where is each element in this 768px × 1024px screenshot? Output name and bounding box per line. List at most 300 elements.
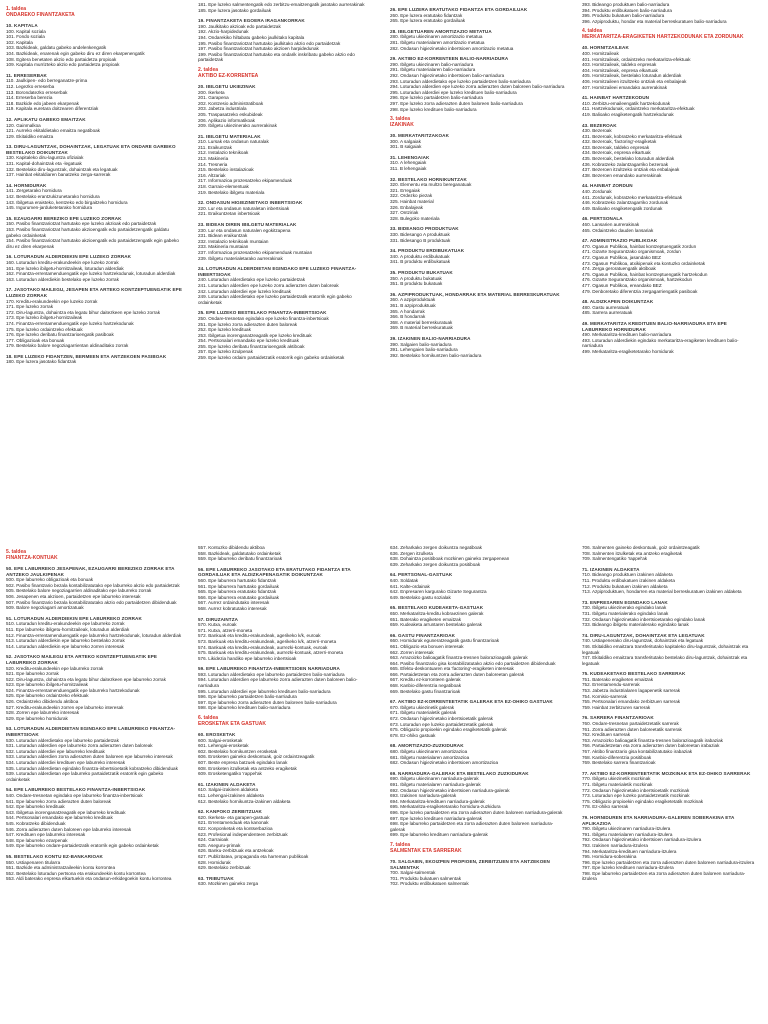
subgroup-heading: 76. SARRERA FINANTZARIOAK	[582, 715, 654, 721]
account-line: 437. Bezeroen itzultzeko ontziak eta enbalajeak	[582, 167, 680, 173]
account-line: 533. Loturadun alderdien zorra adierazten duten baloreen epe laburreko interesak	[6, 754, 173, 760]
account-line: 548. Epe laburreko ezarpenak	[6, 837, 68, 843]
account-line: 233. Makineria muntaian	[198, 244, 249, 250]
subgroup-heading: 23. BIDEAN DIREN IBILGETU MATERIALAK	[198, 222, 297, 227]
account-line: 250. Ondare-tresnetan egindako epe luzeko finantza-inbertsioak	[198, 315, 329, 321]
account-line: 170. Kreditu-erakundeekin epe luzeko zorrak	[6, 298, 98, 304]
account-line: 660. Hornidurak eguneratzeagatik gastu finantzarioak	[390, 638, 500, 644]
subgroup-heading: 75. KUDEAKETAKO BESTELAKO SARRERAK	[582, 671, 686, 677]
account-line: 320. Elementu eta multzo bereganatuak	[390, 182, 472, 188]
account-line: 559. Epe laburreko deribatu finantzarioak	[198, 556, 283, 562]
account-line: 546. Zorra adierazten duten baloreen epe laburreko interesak	[6, 826, 132, 832]
account-line: 527. Kreditu-erakundeekin zorren epe laburreko interesak	[6, 704, 124, 710]
subgroup-heading: 70. SALGAIEN, EKOIZPEN PROPIOEN, ZERBITZUEN ETA ANTZEKOEN SALMENTAK	[390, 858, 550, 870]
account-line: 401. Hornitzaileak, ordaintzeko merkataritza-efektuak	[582, 56, 691, 62]
account-line: 608. Erosketen itzulketak eta antzeko eragiketak	[198, 765, 297, 771]
account-line: 649. Bestelako gastu sozialak	[390, 594, 451, 600]
account-line: 775. Obligazio propioekin egindako eragiketetatik mozkinak	[582, 798, 704, 804]
account-line: 471. Gizarte Segurantzako organismoak, zordun	[582, 249, 681, 255]
account-line: 435. Bezeroak, bestelako loturadun alderdiak	[582, 156, 675, 162]
account-line: 682. Ondasun higiezinetako inbertsioen amortizazioa	[390, 760, 499, 766]
account-line: 297. Epe luzeko zorra adierazten duten baloreen balio-narriadura	[390, 100, 523, 106]
account-line: 328. Bulegoko materiala	[390, 215, 440, 221]
account-line: 671. Ibilgetu materialetik galerak	[390, 710, 457, 716]
account-line: 762. Kredituen sarrerak	[582, 732, 631, 738]
account-line: 219. Bestelako ibilgetu materiala	[198, 189, 265, 195]
account-line: 440. Zordunak	[582, 189, 612, 195]
subgroup-heading: 10. KAPITALA	[6, 23, 38, 28]
subgroup-heading: 68. AMORTIZAZIO-ZUZKIDURAK	[390, 743, 464, 749]
account-line: 251. Epe luzeko zorra adierazten duten baloreak	[198, 321, 298, 327]
account-line: 215. Bestelako instalazioak	[198, 167, 254, 173]
account-line: 294. Loturadun alderdien epe luzeko zorra adierazten duten baloreen balio-narriadura	[390, 84, 565, 90]
account-line: 506. Jesapenen eta akzioen, partaidetzen epe laburreko interesak	[6, 593, 141, 599]
account-line: 712. Produktu bukatuen izakinen aldaketa	[582, 583, 668, 589]
account-line: 524. Finantza-errentamenduengatik epe laburreko hartzekodunak	[6, 687, 140, 693]
subgroup-heading: 32. BESTELAKO HORNIKUNTZAK	[390, 176, 467, 182]
account-line: 290. Ibilgetu ukiezinaren balio-narriadura	[390, 61, 474, 67]
subgroup-heading: 56. EPE LABURREKO JASOTAKO ETA ERATUTAKO FIDANTZA ETA GORDAILUAK ETA ALDIZKAPENAGATIK DOIKUNTZAK	[198, 566, 351, 578]
account-line: 176. Epe luzeko deribatu finantzarioengatik pasiboak	[6, 332, 114, 338]
account-line: 202. Kontzesio administratiboak	[198, 100, 264, 106]
account-line: 665. Efektu-deskontuaren eta 'factoring'-eragiketen interesak	[390, 666, 514, 672]
subgroup-heading: 30. MERKATARITZAKOAK	[390, 133, 449, 139]
account-line: 181. Epe luzeko salmentengatik edo zerbitzu-emaitzengatik jasotako aurrerakinak	[198, 2, 365, 7]
subgroup-heading: 77. AKTIBO EZ-KORRENTEETATIK MOZKINAK ETA EZ-OHIKO SARRERAK	[582, 770, 751, 776]
account-line: 575. Bankuak eta kreditu-erakundeak, aurrezki-kontuak, atzerri-moneta	[198, 650, 344, 656]
account-line: 322. Ordezko piezak	[390, 193, 433, 199]
account-line: 255. Epe luzeko deribatu finantzarioengatik aktiboak	[198, 343, 305, 349]
account-line: 598. Epe laburreko kredituen balio-narriadura	[198, 705, 291, 711]
account-line: 521. Epe laburreko zorrak	[6, 671, 59, 677]
account-line: 241. Loturadun alderdien epe luzeko zorra adierazten duten baloreak	[198, 282, 339, 288]
subgroup-heading: 28. IBILGETUAREN AMORTIZAZIO METATUA	[390, 28, 492, 34]
account-line: 259. Epe luzeko ordaim partaidetzatik eratorrik egin gabeko ordainketak	[198, 355, 345, 361]
account-line: 298. Epe luzeko kredituen balio-narriadura	[390, 106, 477, 112]
account-line: 206. Aplikazio informatikoak	[198, 117, 255, 123]
subgroup-heading: 20. IBILGETU UKIEZINAK	[198, 83, 256, 89]
subgroup-heading: 17. JASOTAKO MAILEGU, JESAPEN ETA ARTEKO KONTZEPTUENGATIK EPE LUZEKO ZORRAK	[6, 287, 182, 298]
account-line: 664. Pasibo finantzario gisa kontabilizatutako akzio edo partaidetzen dibidenduak	[390, 660, 556, 666]
account-line: 638. Dohaintza positiboak mozkinen gaineko zergapenean	[390, 556, 510, 562]
account-line: 433. Bezeroak, taldeko enpresak	[582, 144, 650, 150]
account-line: 101. Fondo soziala	[6, 34, 45, 40]
subgroup-heading: 64. PERTSONAL-GASTUAK	[390, 572, 453, 578]
account-line: 340. A produktu erdibukatuak	[390, 253, 450, 259]
account-line: 104. Bazkideak, enarenak egin gabeko diru ez diren ekarpenengatik	[6, 50, 145, 56]
account-line: 568. Aurrez kobratutako interesak	[198, 605, 267, 611]
account-line: 574. Bankuak eta kreditu-erakundeak, aurrezki-kontuak, euroak	[198, 644, 328, 650]
subgroup-heading: 21. IBILGETU MATERIALAK	[198, 133, 261, 139]
account-line: 502. Pasibo finantzario bezala kontabilizatutako epe laburreko akzio edo partaidetzak	[6, 582, 180, 588]
subgroup-heading: 71. IZAKINEN ALDAKETA	[582, 566, 640, 572]
account-line: 766. Partaidetzetan eta zorra adierazten duten baloreetan irabaziak	[582, 743, 720, 749]
account-line: 477. Ogasun Publikoa, ereandako BEZ	[582, 282, 662, 288]
account-line: 622. Konponketak eta kontserbazioa	[198, 825, 273, 831]
group-number: 4. taldea	[582, 28, 603, 35]
subgroup-heading: 29. AKTIBO EZ-KORRENTEEN BALIO-NARRIADURA	[390, 56, 509, 62]
account-line: 400. Hornitzaileak	[582, 50, 619, 56]
account-line: 797. Epe luzeko kredituen narriadura-itzulera	[582, 865, 674, 871]
account-line: 500. Epe laburreko obligazioak eta bonuak	[6, 577, 94, 583]
account-line: 174. Finantza-errentamenduengatik epe luzeko hartzekodunak	[6, 320, 134, 326]
account-line: 794. Merkataritza-kredituen narriadura-itzulera	[582, 848, 677, 854]
group-heading	[6, 6, 182, 18]
account-line: 528. Zorren epe laburreko interesak	[6, 710, 80, 716]
group-number: 6. taldea	[198, 715, 219, 722]
account-line: 240. Loturadun alderdietako epe luzeko partaidetzak	[198, 277, 306, 283]
subgroup-heading: 16. LOTURADUN ALDERDIEKIN EPE LUZEKO ZORRAK	[6, 254, 132, 260]
subgroup-heading: 57. DIRUZAINTZA	[198, 616, 239, 622]
account-line: 242. Loturadun alderdiei epe luzeko kredituak	[198, 288, 291, 294]
account-line: 173. Epe luzeko ibilgetu-hornitzaileak	[6, 315, 83, 321]
account-line: 210. Lursak eta ondasun naturalak	[198, 139, 269, 145]
account-line: 540. Ondare-tresnetan egindako epe laburreko finantza-inbertsioak	[6, 792, 143, 798]
account-line: 612. Bestelako hornikuntza-izakinen aldaketa	[198, 798, 291, 804]
account-line: 692. Ondasun higiezinetako inbertsioen narriadura-galerak	[390, 787, 510, 793]
account-line: 253. Ibilgetua inorenganatzeagatik epe luzeko kredituak	[198, 332, 312, 338]
account-line: 663. Arrazoizko balioagatik finantza-tresnen balorazioagatik galerak	[390, 655, 528, 661]
account-line: 690. Ibilgetu ukiezinaren narriadura-galerak	[390, 776, 479, 782]
account-line: 331. Bidesango B produktuak	[390, 237, 451, 243]
account-line: 130. Kapitaleko diru-laguntza ofizialak	[6, 155, 84, 161]
account-line: 544. Pertsonalari emandako epe laburreko kredituak	[6, 815, 113, 821]
subgroup-heading: 67. AKTIBO EZ-KORRENTEETATIK GALERAK ETA EZ-OHIKO GASTUAK	[390, 699, 553, 705]
account-line: 199. Pasibo finantzariotzat hartutako eta ondarik inskribatu gabeko akzio edo partaidetzak	[198, 51, 355, 63]
subgroup-heading: 59. EPE LABURREKO FINANTZA-INBERTSIOEN NARRIADURA	[198, 666, 340, 672]
account-line: 410. Zerbitzu-emaileengatik hartzekodunak	[582, 100, 671, 106]
account-line: 530. Loturadun alderdietako epe laburreko partaidetzak	[6, 737, 119, 743]
account-line: 760. Ondare-tresnetan partaidetzetatik sarrerak	[582, 721, 679, 727]
account-line: 341. B produktu erdibukatuak	[390, 259, 451, 265]
account-line: 791. Ibilgetu materialaren narriadura-itzulera	[582, 831, 673, 837]
account-line: 391. Lehengaien balio-narriadura	[390, 347, 458, 353]
account-line: 220. Lur eta ondasun naturaletan inbertsioak	[198, 205, 290, 211]
account-line: 531. Loturadun alderdien epe laburreko zorra adierazten duten baloreak	[6, 743, 153, 749]
account-line: 393. Bideango produktuen balio-narriadura	[582, 2, 670, 7]
group-number: 5. taldea	[6, 549, 27, 555]
account-line: 292. Ondasun higiezinetako inbertsioen balio-narriadura	[390, 72, 505, 78]
column-1	[6, 2, 182, 522]
account-line: 360. A azpiproduktuak	[390, 297, 436, 303]
account-line: 419. Balioako eragiketengatik hartzekodunak	[582, 111, 674, 117]
account-line: 460. Lansarien aurrerakinak	[582, 222, 640, 227]
account-line: 572. Bankuak eta kreditu-erakundeak, agerikeko k/k, euroak	[198, 633, 321, 639]
account-line: 795. Hornidura-soberakina	[582, 854, 637, 860]
account-line: 485. Sarrera aurreratuak	[582, 310, 633, 316]
account-line: 731. Ibilgetu materialerako egindako lanak	[582, 610, 669, 616]
account-line: 490. Merkataritza-kredituen balio-narriadura	[582, 332, 672, 338]
account-line: 434. Bezeroak, enpresa elkartuak	[582, 150, 651, 156]
account-line: 651. Baterako eragiketen emaitzak	[390, 616, 461, 622]
subgroup-heading: 43. BEZEROAK	[582, 122, 617, 128]
account-line: 392. Bestelako hornikuntzen balio-narriadura	[390, 352, 482, 358]
account-line: 254. Pertsonalari emandako epe luzeko kredituak	[198, 338, 299, 344]
account-line: 514. Loturadun alderdiekin epe laburreko zorren interesak	[6, 643, 124, 649]
account-line: 265. Epe luzera eratutako gordailuak	[390, 18, 466, 24]
subgroup-heading: 74. DIRU-LAGUNTZAK, DOHAINTZAK ETA LEGATUAK	[582, 632, 705, 638]
subgroup-heading: 41. HAINBAT HARTZEKODUN	[582, 95, 650, 101]
account-line: 545. Kobratzeko dibidenduak	[6, 820, 66, 826]
account-line: 763. Arrazoizko balioagatik finantza-tresnen balorazioagatik irabaziak	[582, 737, 723, 743]
account-line: 662. Zorren interesak	[390, 649, 434, 655]
account-line: 557. Kontuzko dibidendu aktiboa	[198, 545, 265, 550]
group-title: FINANTZA-KONTUAK	[6, 555, 58, 561]
account-line: 120. Gainmalkoa	[6, 122, 41, 128]
account-line: 602. Bestelako hornikuntzen erosketak	[198, 748, 278, 754]
account-line: 710. Bideango produktuen izakinen aldaketa	[582, 572, 673, 578]
account-line: 573. Bankuak eta kreditu-erakundeak, agerikeko k/k, atzerri-moneta	[198, 638, 337, 644]
account-line: 203. Jabetza industriala	[198, 106, 247, 112]
account-line: 505. Bestelako balore negoziagarrien aldinaditako epe laburreko zorrak	[6, 588, 152, 594]
account-line: 300. A salgaiak	[390, 138, 421, 144]
account-line: 109. Kapitala murrizteko akzio edo partaidetza propioak	[6, 62, 120, 68]
account-line: 659. Kudeaketa arruntaren bestelako galerak	[390, 622, 482, 628]
account-line: 771. Ibilgetu materialetik mozkinak	[582, 781, 653, 787]
subgroup-heading: 73. ENPRESAREN EGINDAKO LANAK	[582, 599, 668, 605]
group-number: 3. taldea	[390, 116, 411, 123]
account-line: 132. Bestelako diru-laguntzak, dohaintzak eta legatuak	[6, 166, 118, 172]
account-line: 209. Ibilgetu ukiezinerako aurrerakinak	[198, 123, 277, 129]
account-line: 675. Obligazio propioekin egindako eragiketetatik galerak	[390, 727, 507, 733]
account-line: 543. Ibilgetua inorenganatzeagatik epe laburreko kredituak	[6, 809, 126, 815]
account-line: 621. Errentamenduak eta kanonak	[198, 820, 269, 826]
group-title: EROSKETAK ETA GASTUAK	[198, 721, 266, 728]
account-line: 706. Salmenten gaineko deskontuak, goiz ordaintzeagatik	[582, 545, 700, 550]
account-line: 239. Ibilgetu materialetarako aurrerakinak	[198, 255, 283, 261]
account-line: 171. Epe luzeko zorrak	[6, 304, 53, 310]
account-line: 708. Salmenten itzulketak eta antzeko eragiketak	[582, 550, 683, 556]
account-line: 205. Traspasatzeko eskubideak	[198, 111, 263, 117]
account-line: 403. Hornitzaileak, taldeko enpresak	[582, 62, 657, 68]
account-line: 768. Kanbio-diferentzia positiboak	[582, 754, 652, 760]
account-line: 628. Hornidurak	[198, 859, 231, 865]
subgroup-heading: 40. HORNITZAILEAK	[582, 45, 629, 51]
subgroup-heading: 22. ONDASUN HIGIEZINETAKO INBERTSIOAK	[198, 200, 303, 206]
account-line: 195. Pasibo finantzariotzat hartutako jaulkitako akzio edo partaidetzak	[198, 40, 341, 46]
account-line: 625. Aseguru-primak	[198, 842, 241, 848]
account-line: 694. Merkataritza-kredituen narriadura-galerak	[390, 798, 485, 804]
column-6	[198, 545, 374, 1024]
account-line: 396. Azpiproduktu, hondar eta material berreskuratuen balio-narriadura	[582, 18, 727, 24]
account-line: 465. Ordaintzeko dauden lansariak	[582, 227, 654, 233]
account-line: 539. Loturadun alderdietan epe laburreko partaidetzatik eratorrik egin gabeko ordainketak	[6, 771, 164, 782]
account-line: 672. Ondasun higiezinetako inbertsioetatik galerak	[390, 716, 493, 722]
account-line: 472. Ogasun Publikoa, jasandako BEZ	[582, 254, 661, 260]
account-line: 666. Partaidetzetan eta zorra adierazten duten baloreetan galerak	[390, 671, 525, 677]
account-line: 282. Ondasun higiezinetako inbertsioen amortizazio metatua	[390, 45, 514, 51]
column-2	[198, 2, 374, 522]
account-line: 257. Epe luzeko itzulpenak	[198, 349, 253, 355]
account-line: 699. Epe laburreko kredituen narriadura-galerak	[390, 832, 488, 838]
account-line: 200. Ikerketa	[198, 89, 225, 95]
account-line: 474. Zerga geroratuengatik aktiboak	[582, 266, 656, 272]
account-line: 565. Epe laburrera eratutako fidantzak	[198, 589, 277, 595]
subgroup-heading: 51. LOTURADUN ALDERDIEKIN EPE LABURREKO ZORRAK	[6, 615, 142, 621]
account-line: 549. Epe laburreko ondare-partaidetzatik eratorrik egin gabeko ordainketak	[6, 843, 159, 849]
account-line: 606. Erosketen gaineko deskontuak, goiz ordaintzeagatik	[198, 754, 315, 760]
account-line: 325. Hainbat material	[390, 199, 434, 205]
account-line: 150. Pasibo finantzariotzat hartutako epe luzeko akzioak edo partaidetzak	[6, 221, 157, 227]
account-line: 237. Informazioa prozesatzeko ekipamenduak muntaian	[198, 249, 313, 255]
account-line: 623. Profesional independenteen zerbitzuak	[198, 831, 288, 837]
subgroup-heading: 12. APLIKATU GABEKO EMAITZAK	[6, 116, 86, 122]
account-line: 702. Produktu erdibukatuen salmentak	[390, 881, 469, 887]
account-line: 793. Izakinen narriadura-itzulera	[582, 842, 648, 848]
account-line: 108. Egitera benetaten akzio edo partaidetza propioak	[6, 56, 117, 62]
account-line: 639. Zeharkako zergen doikuntza positiboak	[390, 561, 481, 567]
account-line: 667. Kreditu ez-korronteen galerak	[390, 677, 461, 683]
account-line: 480. Gastu aurreratuak	[582, 304, 630, 310]
account-line: 627. Publizitatea, propaganda eta harreman publikoak	[198, 853, 309, 859]
account-line: 172. Diru-laguntza, dohaintza eta legatu bihur daitezkeen epe luzeko zorrak	[6, 309, 160, 315]
account-line: 669. Bestelako gastu finantzarioak	[390, 688, 461, 694]
account-line: 709. Salmentengatiko 'rappel'ak	[582, 556, 648, 562]
account-line: 411. Hartzekodunak, ordaintzeko merkataritza-efektuak	[582, 106, 695, 112]
account-line: 296. Epe luzeko partaidetzen balio-narriadura	[390, 95, 483, 101]
account-line: 711. Produktu erdibukatuen izakinen aldaketa	[582, 577, 675, 583]
account-line: 522. Diru-laguntza, dohaintza eta legatu bihur daitezkeen epe laburreko zorrak	[6, 676, 166, 682]
account-line: 597. Epe laburreko zorra adierazten duten baloreen balio-narriadura	[198, 699, 337, 705]
subgroup-heading: 19. FINANTZAKETA EGOERA IRAGANKORRAK	[198, 18, 305, 24]
account-line: 553. Aldi baterako enpresa elkartuekin eta ondasun-erkidegoekin kontu korrontea	[6, 876, 172, 882]
subgroup-heading: 48. ALDIZKAPEN DOIKUNTZAK	[582, 299, 654, 305]
account-line: 470. Ogasun Publikoa, hainbat kontzeptuengatik zordun	[582, 243, 697, 249]
account-line: 475. Ogasun Publikoa, hainbat kontzeptuengatik hartzekodun	[582, 271, 708, 277]
account-line: 542. Epe laburreko kredituak	[6, 804, 65, 810]
account-line: 436. Kobratzeko zalantzagarriko bezeroak	[582, 161, 669, 167]
account-line: 640. Soldatak	[390, 577, 419, 583]
subgroup-heading: 18. EPE LUZEKO FIDANTZEN, BERMEEN ETA ANTZEKOEN PASIBOAK	[6, 353, 167, 359]
account-line: 680. Ibilgetu ukiezinaren amortizazioa	[390, 749, 468, 754]
account-line: 119. Kapitala euretara doitzearen diferentziak	[6, 106, 99, 112]
account-line: 792. Ondasun higiezinetako inbertsioen narriadura-itzulera	[582, 837, 702, 843]
account-line: 770. Ibilgetu ukiezinetik mozkinak	[582, 776, 651, 782]
subgroup-heading: 63. TRIBUTUAK	[198, 875, 234, 881]
account-line: 511. Epe laburreko ibilgetu-hornitzaileak, loturadun alderdiak	[6, 626, 130, 632]
account-line: 326. Enbalajeak	[390, 204, 423, 210]
account-line: 102. Kapitala	[6, 39, 33, 45]
account-line: 249. Loturadun alderdietako epe luzeko partaidetzatik eratorrik egin gabeko ordainketak	[198, 294, 352, 305]
account-line: 600. Salgai-erosketak	[198, 737, 243, 743]
account-line: 601. Lehengai-erosketak	[198, 743, 249, 749]
account-line: 713. Azpiproduktuen, hondarren eta material berreskuratuen izakinen aldaketa	[582, 589, 742, 595]
account-line: 595. Loturadun alderdiei epe laburreko kredituen balio-narriadura	[198, 688, 331, 694]
account-line: 218. Garraio-elementuak	[198, 184, 249, 190]
account-line: 175. Epe luzeko ordaintzeko efektuak	[6, 326, 83, 332]
account-line: 141. Zergetarako hornidura	[6, 188, 62, 194]
account-line: 523. Epe laburreko ibilgetu-hornitzaileak	[6, 682, 88, 688]
account-line: 112. Legezko erreserba	[6, 83, 55, 89]
account-line: 231. Bidean eraikuntzak	[198, 233, 248, 239]
account-line: 609. Erosketengatiko 'rappel'ak	[198, 771, 262, 777]
group-title: MERKATARITZA-ERAGIKETEN HARTZEKODUNAK ETA ZORDUNAK	[582, 34, 744, 41]
account-line: 701. Produktu bukatuen salmentak	[390, 875, 461, 881]
subgroup-heading: 62. KANPOKO ZERBITZUAK	[198, 809, 262, 815]
account-line: 798. Epe laburreko partaidetzen eta zorra adierazten duten baloreen narriadura-itzulera	[582, 870, 746, 882]
subgroup-heading: 66. GASTU FINANTZARIOAK	[390, 632, 456, 638]
account-line: 759. Hainbat zerbitzuren sarrerak	[582, 704, 651, 710]
account-line: 678. Ez-ohiko gastuak	[390, 732, 436, 738]
account-line: 624. Garraioak	[198, 837, 229, 843]
account-line: 796. Epe luzeko partaidetzen eta zorra adierazten duten baloreen narriadura-itzulera	[582, 859, 755, 865]
column-3	[390, 2, 566, 522]
account-line: 143. Ibilgetua eraisteko, kentzeko edo birgaitzeko hornidura	[6, 199, 128, 205]
group-heading	[6, 549, 182, 561]
account-line: 438. Bezeroen emandako aurrerakinak	[582, 172, 662, 178]
account-line: 368. A material berreskuratuak	[390, 319, 453, 325]
subgroup-heading: 13. DIRU-LAGUNTZAK, DOHAINTZAK, LEGATUAK ETA ONDARE GARBIKO BESTELAKO DOIKUNTZAK	[6, 144, 176, 155]
account-line: 161. Epe luzeko ibilgetu-hornitzaileak, loturadun alderdiak	[6, 265, 124, 271]
account-line: 642. Enpresaren kargurako Gizarte Segurantza	[390, 589, 487, 595]
account-line: 293. Loturadun alderdietako epe luzeko partaidetzen balio-narriadura	[390, 78, 531, 84]
account-line: 567. Aurrez ordaindutako interesak	[198, 600, 270, 606]
account-line: 746. Ekitaldiko emaitzara transferitutako kapitaleko diru-laguntzak, dohaintzak eta legatuak	[582, 643, 749, 655]
account-line: 281. Ibilgetu materialaren amortizazio metatua	[390, 39, 485, 45]
subgroup-heading: 49. MERKATARITZA KREDITUEN BALIO-NARRIADURA ETA EPE LABURREKO HORNIDURAK	[582, 320, 727, 332]
account-line: 769. Bestelako sarrera finantzarioak	[582, 760, 656, 766]
account-line: 510. Loturadun kreditu-erakundeekin epe laburreko zorrak	[6, 621, 125, 627]
subgroup-heading: 26. EPE LUZERA ERATUTAKO FIDANTZA ETA GORDAILUAK	[390, 7, 528, 12]
account-line: 103. Bazkideak, galdatu gabeko andelenkengatik	[6, 45, 107, 51]
account-line: 499. Merkataritza-eragiketetarako hornidurak	[582, 348, 674, 354]
account-line: 113. Borondatezko erreserbak	[6, 89, 68, 95]
subgroup-heading: 50. EPE LABURREKO JESAPENAK, EZAUGARRI BEREZIKO ZORRAK ETA ANTZEKO JAULKIPENAK	[6, 566, 175, 577]
group-title: IZAKINAK	[390, 122, 414, 129]
group-number: 7. taldea	[390, 841, 411, 848]
account-line: 696. Epe luzeko partaidetzen eta zorra adierazten duten baloreen narriadura-galerak	[390, 809, 563, 815]
account-line: 310. A lehengaiak	[390, 160, 427, 166]
account-line: 596. Epe laburreko partaidetzen balio-narriadura	[198, 694, 297, 700]
account-line: 369. B material berreskuratuak	[390, 325, 453, 331]
account-line: 561. Epe laburrera hartutako gordailuak	[198, 583, 279, 589]
account-line: 558. Bazkideak, galdatutako ordainketak	[198, 550, 281, 556]
account-line: 327. Ontziriak	[390, 210, 419, 216]
account-line: 321. Erregaiak	[390, 187, 420, 193]
account-line: 551. Bazkide eta administratzaileekin kontu korrontea	[6, 865, 116, 871]
account-line: 163. Loturadun alderdiekin bestelako epe luzeko zorrak	[6, 276, 119, 282]
subgroup-heading: 11. ERRESERBAK	[6, 72, 47, 78]
account-line: 509. Balore negoziagarri amortizatuak	[6, 605, 84, 611]
account-line: 162. Finantza-errentamenduengatik epe luzeko hartzekodunak, loturadun alderdiak	[6, 271, 176, 277]
account-line: 153. Pasibo finantzariotzat hartutako akzioengatik edo partaidetzengatik galdatu gabeko ordainketak	[6, 227, 169, 238]
account-line: 351. B produktu bukatuak	[390, 281, 443, 287]
account-line: 547. Kredituen epe laburreko interesak	[6, 832, 86, 838]
account-line: 673. Loturadun epe luzeko partaidetzetatik galerak	[390, 721, 494, 727]
subgroup-heading: 31. LEHENGAIAK	[390, 154, 430, 160]
account-line: 576. Likidezia handiko epe laburreko inbertsioak	[198, 655, 297, 661]
account-line: 260. Epe luzera eratutako fidantzak	[390, 12, 463, 18]
account-line: 177. Obligazioak eta bonuak	[6, 337, 65, 343]
subgroup-heading: 60. EROSKETAK	[198, 732, 236, 738]
group-heading	[390, 842, 566, 854]
group-title: SALMENTAK ETA SARRERAK	[390, 847, 462, 854]
account-line: 512. Finantza-errentamenduengatik epe laburreko hartzekodunak, loturadun alderdiak	[6, 632, 182, 638]
account-line: 145. Ingurumen-jarduketetarako hornidura	[6, 205, 93, 211]
account-line: 361. B azpiproduktuak	[390, 302, 436, 308]
account-line: 446. Kobratzeko zalantzagarriko zordunak	[582, 200, 669, 206]
subgroup-heading: 46. PERTSONALA	[582, 216, 623, 222]
account-line: 697. Epe luzeko kredituen narriadura-galerak	[390, 815, 482, 821]
account-line: 114. Erreserba berezia	[6, 95, 53, 101]
account-line: 190. Jaulkitako akzioak edo partaidetzak	[198, 23, 281, 29]
account-line: 406. Hornitzaileen itzultzeko ontziak eta enbalajeak	[582, 78, 687, 84]
account-line: 507. Pasibo finantzario bezala kontabilizatutako akzio edo partaidetzen dibidenduak	[6, 599, 177, 605]
account-line: 185. Epe luzera jasotako gordailuak	[198, 7, 272, 13]
account-line: 534. Loturadun alderdiei kredituen epe laburreko interesak	[6, 760, 126, 765]
account-line: 790. Ibilgetu ukiezinaren narriadura-itzulera	[582, 826, 671, 832]
subgroup-heading: 25. EPE LUZEKO BESTELAKO FINANTZA-INBERTSIOAK	[198, 310, 327, 316]
